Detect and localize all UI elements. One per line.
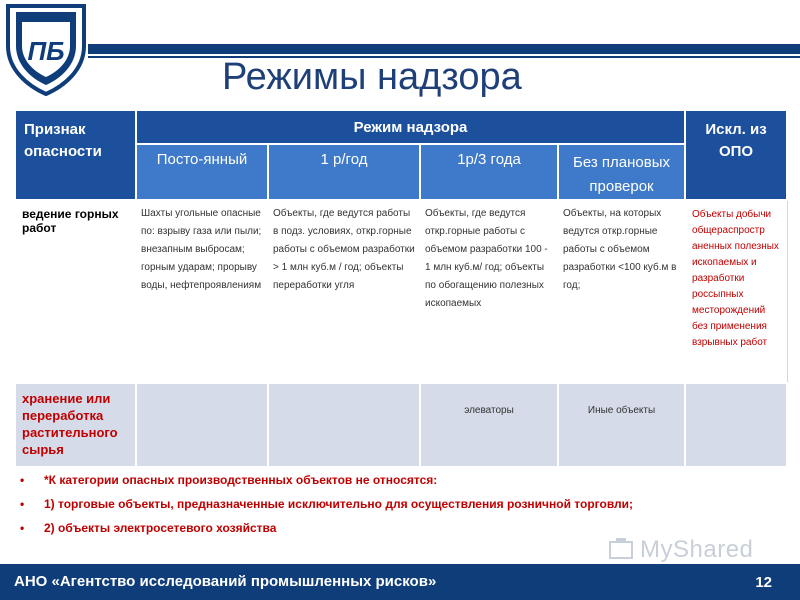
subheader-no-planned-checks: Без плановых проверок	[558, 144, 685, 200]
header-band	[88, 44, 800, 54]
bullet-icon: •	[20, 521, 25, 535]
header-supervision-mode: Режим надзора	[136, 110, 685, 144]
subheader-once-a-year: 1 р/год	[268, 144, 420, 200]
list-item	[20, 496, 780, 520]
slide-header	[0, 0, 800, 102]
slide-title: Режимы надзора	[222, 56, 522, 98]
footer-bar	[0, 564, 800, 600]
cell-plant-once-a-year	[268, 383, 420, 467]
company-logo	[2, 0, 90, 96]
bullet-icon: •	[20, 473, 25, 487]
cell-plant-excluded	[685, 383, 787, 467]
table-row	[15, 383, 787, 467]
cell-plant-permanent	[136, 383, 268, 467]
cell-mining-once-a-year: Объекты, где ведутся работы в подз. условиях, откр.горные работы с объемом разработки > 1 млн куб.м / год; объекты переработки угля	[268, 200, 420, 383]
table-row	[15, 200, 787, 383]
list-item	[20, 472, 780, 496]
watermark-icon	[608, 536, 638, 562]
page-number: 12	[755, 574, 772, 591]
subheader-permanent: Посто-янный	[136, 144, 268, 200]
cell-mining-excluded: Объекты добычи общераспростр аненных полезных ископаемых и разработки россыпных месторождений без применения взрывных работ	[685, 200, 787, 383]
supervision-table	[14, 109, 788, 468]
note-text: *К категории опасных производственных объектов не относятся:	[44, 473, 438, 487]
svg-text:ПБ: ПБ	[27, 36, 65, 66]
row-label-mining: ведение горных работ	[15, 200, 136, 383]
note-text: 2) объекты электросетевого хозяйства	[44, 521, 277, 535]
watermark-text: MyShared	[640, 536, 754, 563]
cell-mining-no-checks: Объекты, на которых ведутся откр.горные работы с объемом разработки <100 куб.м в год;	[558, 200, 685, 383]
header-excluded: Искл. из ОПО	[685, 110, 787, 200]
footer-org: АНО «Агентство исследований промышленных рисков»	[14, 573, 437, 590]
cell-plant-once-3-years: элеваторы	[420, 383, 558, 467]
notes-list	[20, 472, 780, 544]
note-text: 1) торговые объекты, предназначенные исключительно для осуществления розничной торговли;	[44, 497, 634, 511]
bullet-icon: •	[20, 497, 25, 511]
header-danger-sign: Признак опасности	[15, 110, 136, 200]
cell-mining-permanent: Шахты угольные опасные по: взрыву газа или пыли; внезапным выбросам; горным ударам; прорыву воды, нефтепроявлениям	[136, 200, 268, 383]
cell-plant-no-checks: Иные объекты	[558, 383, 685, 467]
subheader-once-3-years: 1р/3 года	[420, 144, 558, 200]
cell-mining-once-3-years: Объекты, где ведутся откр.горные работы с объемом разработки 100 - 1 млн куб.м/ год; объекты по обогащению полезных ископаемых	[420, 200, 558, 383]
row-label-plant-raw: хранение или переработка растительного сырья	[15, 383, 136, 467]
